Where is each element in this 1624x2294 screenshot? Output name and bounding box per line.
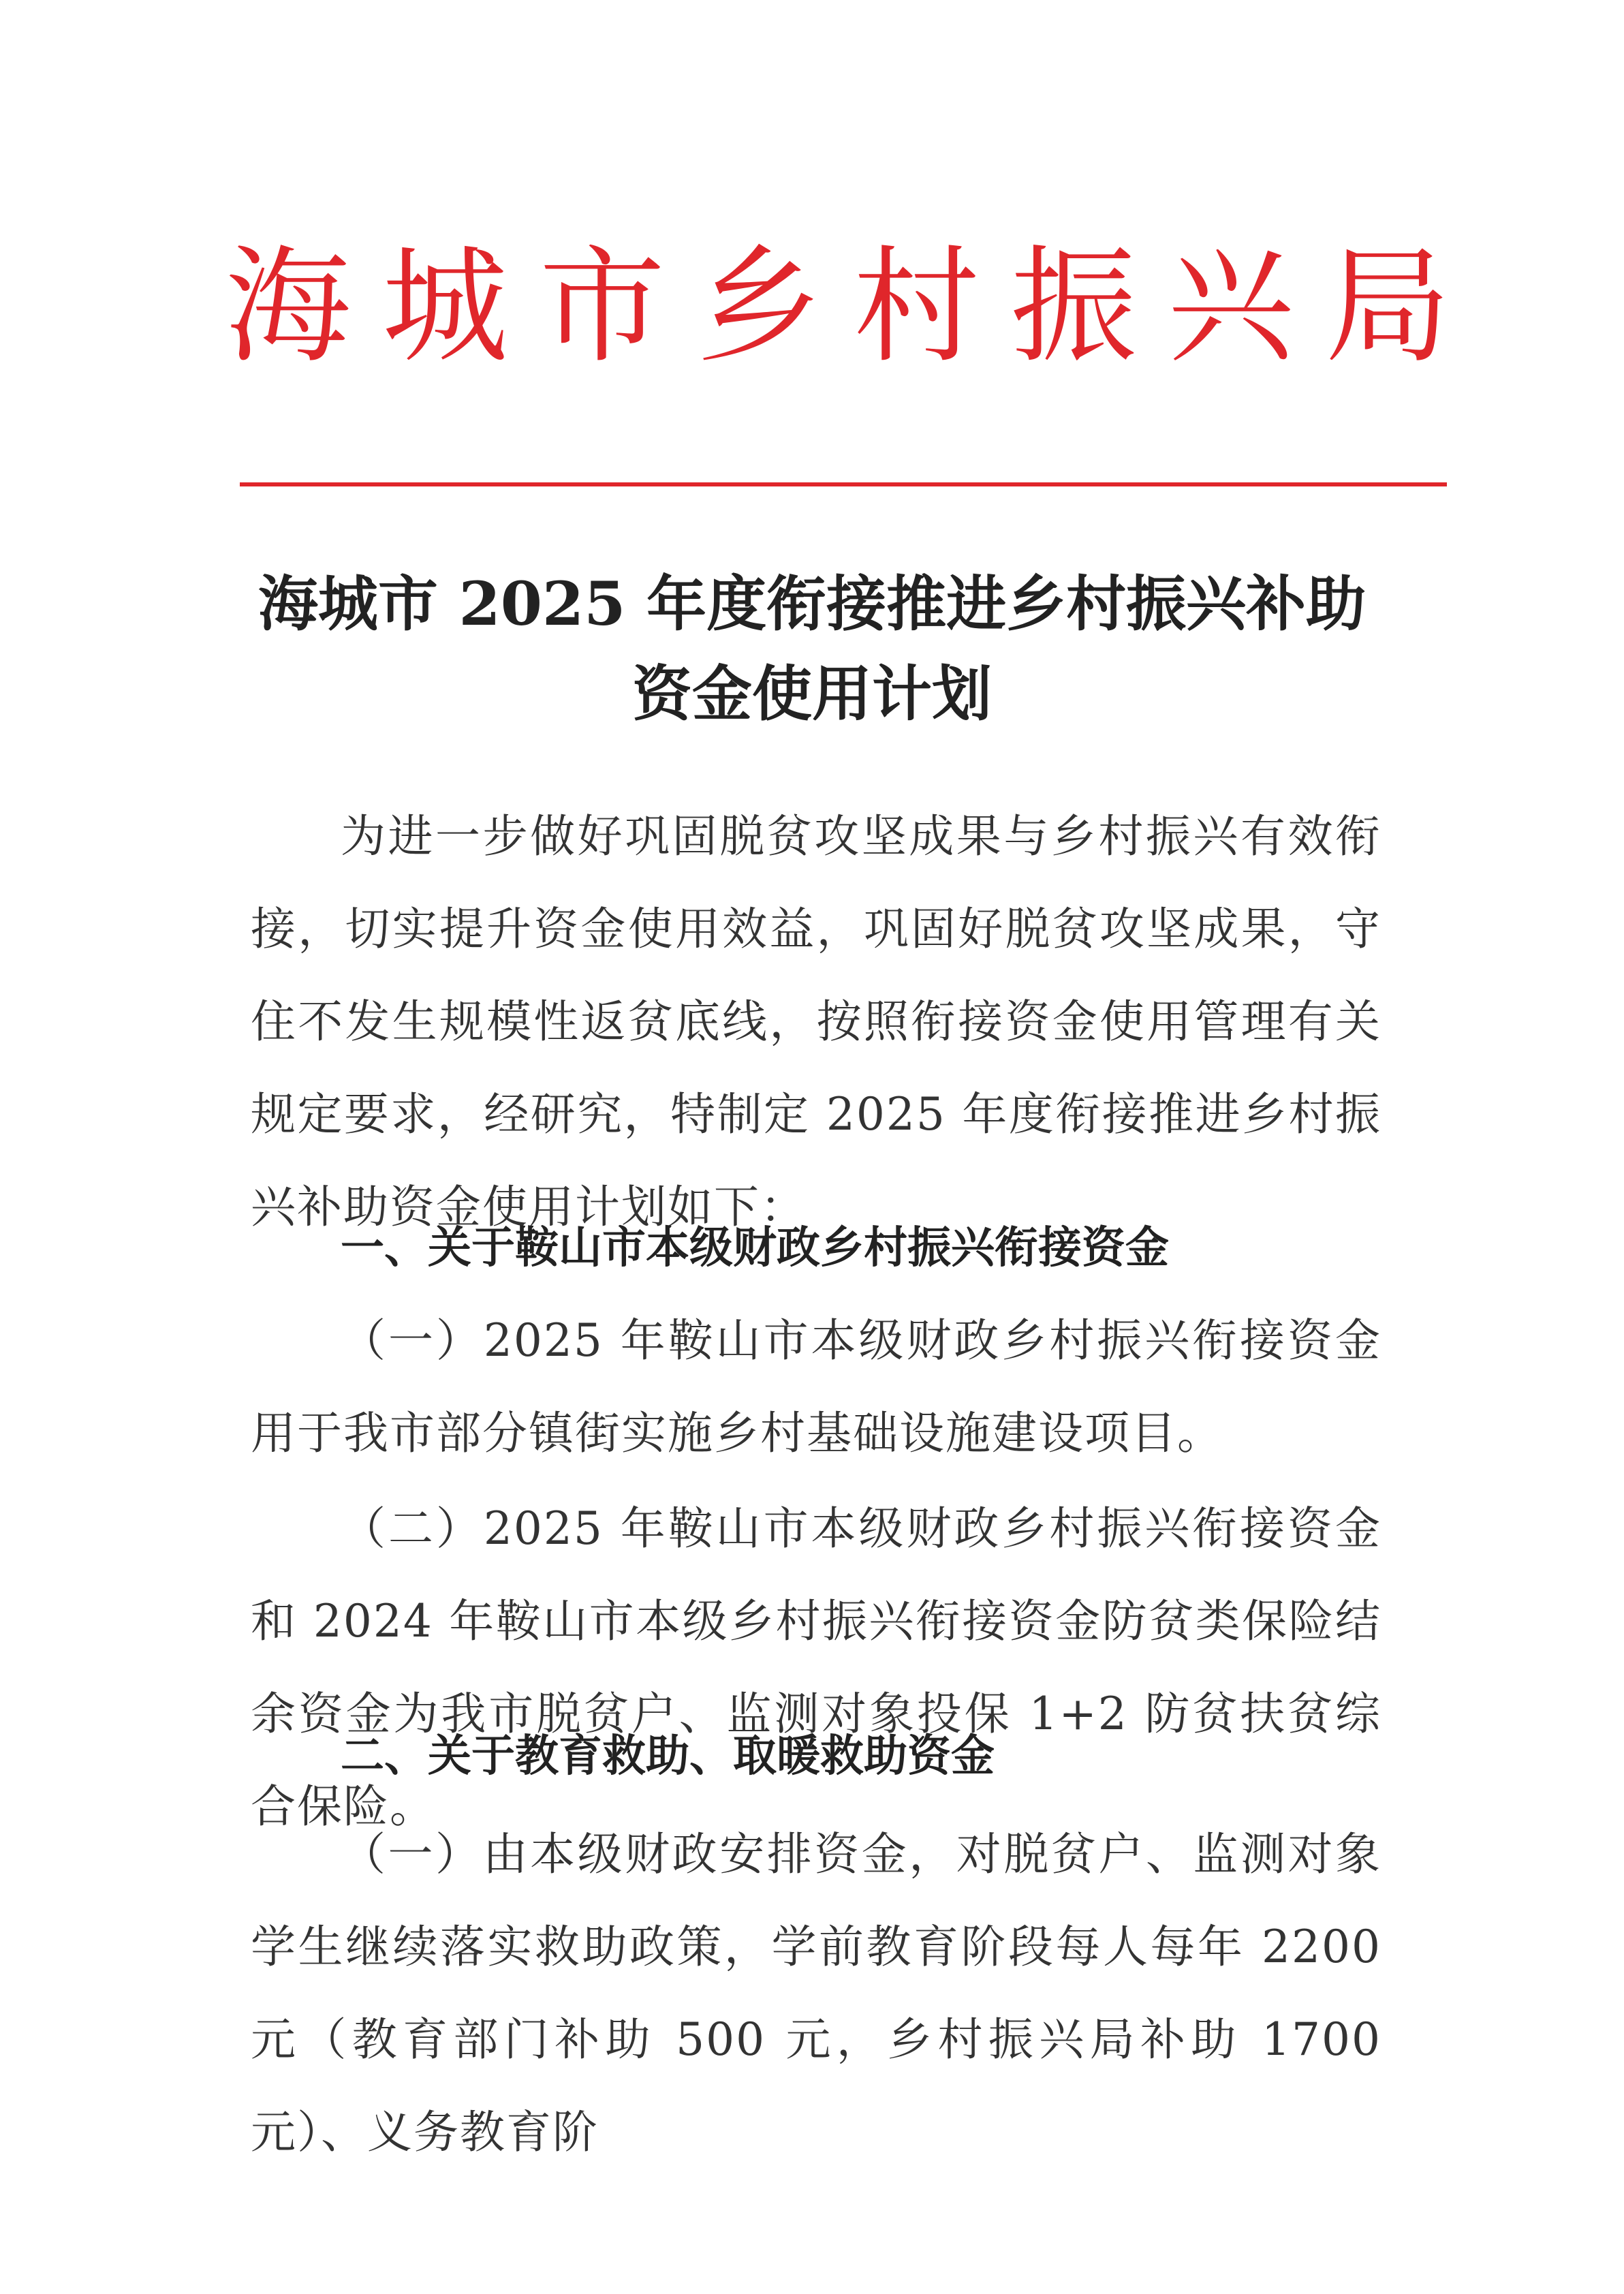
section-2-heading: 二、关于教育救助、取暖救助资金: [341, 1731, 995, 1782]
title-line-2: 资金使用计划: [631, 658, 992, 729]
agency-char: 村: [853, 232, 980, 380]
section-2-item-1: （一）由本级财政安排资金，对脱贫户、监测对象学生继续落实救助政策，学前教育阶段每人每年 2200 元（教育部门补助 500 元，乡村振兴局补助 1700 元）、义务教育阶: [251, 1828, 1381, 2158]
agency-char: 局: [1324, 232, 1451, 380]
document-title: [204, 559, 1420, 739]
letterhead-divider: [240, 482, 1447, 486]
intro-paragraph: 为进一步做好巩固脱贫攻坚成果与乡村振兴有效衔接，切实提升资金使用效益，巩固好脱贫攻坚成果，守住不发生规模性返贫底线，按照衔接资金使用管理有关规定要求，经研究，特制定 2025 年度衔接推进乡村振兴补助资金使用计划如下：: [251, 810, 1381, 1233]
title-line-1: 海城市 2025 年度衔接推进乡村振兴补助: [257, 568, 1367, 639]
agency-char: 兴: [1168, 232, 1294, 380]
section-1-heading: 一、关于鞍山市本级财政乡村振兴衔接资金: [341, 1223, 1169, 1273]
agency-char: 市: [539, 232, 666, 380]
agency-char: 城: [381, 232, 508, 380]
section-1-item-1: （一）2025 年鞍山市本级财政乡村振兴衔接资金用于我市部分镇街实施乡村基础设施建设项目。: [251, 1314, 1381, 1459]
agency-char: 乡: [696, 232, 823, 380]
section-1-item-2: （二）2025 年鞍山市本级财政乡村振兴衔接资金和 2024 年鞍山市本级乡村振兴衔接资金防贫类保险结余资金为我市脱贫户、监测对象投保 1+2 防贫扶贫综合保险。: [251, 1502, 1381, 1833]
agency-letterhead: [225, 225, 1451, 388]
agency-char: 振: [1010, 232, 1137, 380]
agency-char: 海: [225, 232, 351, 380]
